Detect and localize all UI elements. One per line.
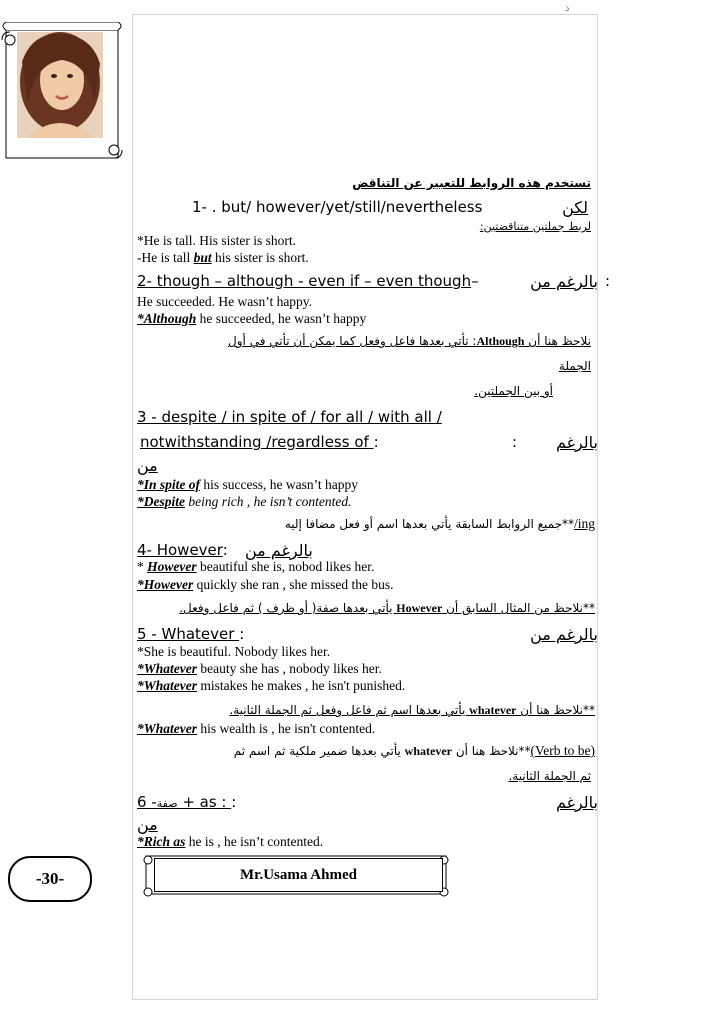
s6-heading: 6 -صفة + as : : <box>137 793 237 811</box>
s1-example-1: *He is tall. His sister is short. <box>137 233 296 248</box>
intro-text: تستخدم هذه الروابط للتعبير عن التناقض <box>352 176 591 190</box>
s3-example-1: *In spite of his success, he wasn’t happy <box>137 477 358 492</box>
s2-example-2: *Although he succeeded, he wasn’t happy <box>137 311 367 326</box>
s5-note-1: **نلاحظ هنا أن whatever يأتي بعدها اسم ثم فاعل وفعل ثم الجملة الثانية. <box>229 703 595 717</box>
s5-example-2: *Whatever beauty she has , nobody likes her. <box>137 661 382 676</box>
s4-example-2: *However quickly she ran , she missed the bus. <box>137 577 394 592</box>
s2-note-1: نلاحظ هنا أن Although: تأتي بعدها فاعل وفعل كما يمكن أن تأتي في أول <box>228 334 591 348</box>
s2-heading-ar: بالرغم من <box>530 272 598 291</box>
s3-heading-2: notwithstanding /regardless of : <box>140 433 379 451</box>
s4-heading: 4- However: <box>137 541 228 559</box>
s6-example-1: *Rich as he is , he isn’t contented. <box>137 834 324 849</box>
s3-heading-ar-2: من <box>137 456 158 475</box>
s1-example-2: -He is tall but his sister is short. <box>137 250 309 265</box>
s5-heading: 5 - Whatever : <box>137 625 245 643</box>
s2-colon: : <box>605 272 611 290</box>
page-number: -30- <box>8 856 92 902</box>
portrait-photo <box>17 32 103 138</box>
s5-note-2: **نلاحظ هنا أن whatever يأتي بعدها ضمير ملكية ثم اسم ثم (Verb to be) <box>233 743 595 758</box>
s1-heading-ar: لكن <box>562 198 588 217</box>
s1-subtitle: لربط جملتين متناقضتين: <box>479 220 591 233</box>
s6-heading-ar: بالرغم <box>555 793 598 812</box>
s2-note-3: أو بين الجملتين. <box>474 384 553 398</box>
s2-note-2: الجملة <box>558 359 591 373</box>
s3-example-2: *Despite being rich , he isn’t contented. <box>137 494 352 509</box>
s4-heading-ar: بالرغم من <box>245 541 313 560</box>
s3-colon: : <box>512 433 518 451</box>
s5-note-3: ثم الجملة الثانية. <box>508 769 591 783</box>
s6-heading-ar-2: من <box>137 815 158 834</box>
s5-heading-ar: بالرغم من <box>530 625 598 644</box>
s2-example-1: He succeeded. He wasn’t happy. <box>137 294 313 309</box>
s4-example-1: * However beautiful she is, nobod likes her. <box>137 559 375 574</box>
s3-heading-1: 3 - despite / in spite of / for all / with all / <box>137 408 442 426</box>
s3-heading-ar: بالرغم <box>555 433 598 452</box>
s3-note: **جميع الروابط السابقة يأتي بعدها اسم أو فعل مضافا إليه/ing <box>284 516 595 531</box>
s5-example-3: *Whatever mistakes he makes , he isn't punished. <box>137 678 406 693</box>
corner-mark: ذ <box>565 3 570 14</box>
s4-note: **نلاحظ من المثال السابق أن However يأتي بعدها صفة( أو ظرف ) ثم فاعل وفعل. <box>179 601 595 615</box>
s1-heading: 1- . but/ however/yet/still/nevertheless <box>192 198 483 216</box>
s5-example-1: *She is beautiful. Nobody likes her. <box>137 644 331 659</box>
s5-example-4: *Whatever his wealth is , he isn't contented. <box>137 721 376 736</box>
s2-heading: 2- though – although - even if – even though– <box>137 272 479 290</box>
author-name: Mr.Usama Ahmed <box>154 858 443 892</box>
